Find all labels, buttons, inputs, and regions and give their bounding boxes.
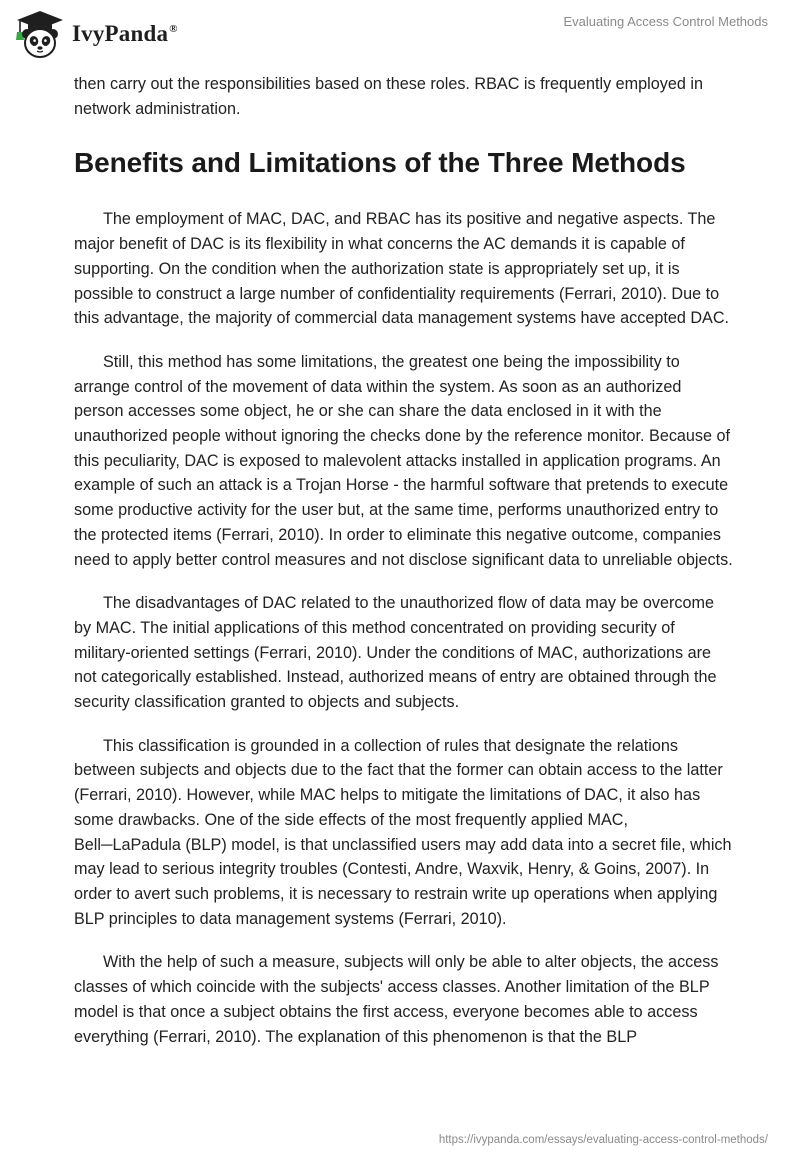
brand-logo[interactable] xyxy=(14,8,178,60)
essay-content xyxy=(74,72,734,1068)
section-heading: Benefits and Limitations of the Three Methods xyxy=(74,147,686,179)
registered-mark: ® xyxy=(169,23,178,36)
page-header xyxy=(0,0,800,64)
lead-paragraph: then carry out the responsibilities based on these roles. RBAC is frequently employed in network administration. xyxy=(74,75,703,118)
panda-graduate-icon xyxy=(14,8,66,60)
body-paragraph: The disadvantages of DAC related to the unauthorized flow of data may be overcome by MAC. The initial applications of this method concentrated on providing security of military-oriented settings (Ferrari, 2010). Under the conditions of MAC, authorizations are not categorically established. Instead, authorized means of entry are obtained through the security classification granted to objects and subjects. xyxy=(74,594,717,712)
brand-name: IvyPanda® xyxy=(72,21,178,46)
source-url-link[interactable]: https://ivypanda.com/essays/evaluating-access-control-methods/ xyxy=(438,1134,768,1146)
body-paragraph: This classification is grounded in a collection of rules that designate the relations between subjects and objects due to the fact that the former can obtain access to the latter (Ferrari, 2010). However, while MAC helps to mitigate the limitations of DAC, it also has some drawbacks. One of the side effects of the most frequently applied MAC, Bell─LaPadula (BLP) model, is that unclassified users may add data into a secret file, which may lead to serious integrity troubles (Contesti, Andre, Waxvik, Henry, & Goins, 2007). In order to avert such problems, it is necessary to restrain write up operations when applying BLP principles to data management systems (Ferrari, 2010). xyxy=(74,736,732,928)
document-title: Evaluating Access Control Methods xyxy=(563,14,768,29)
body-paragraph: The employment of MAC, DAC, and RBAC has its positive and negative aspects. The major benefit of DAC is its flexibility in what concerns the AC demands it is capable of supporting. On the condition when the authorization state is appropriately set up, it is possible to construct a large number of confidentiality requirements (Ferrari, 2010). Due to this advantage, the majority of commercial data management systems have accepted DAC. xyxy=(74,210,730,328)
body-paragraph: Still, this method has some limitations, the greatest one being the impossibility to arrange control of the movement of data within the system. As soon as an authorized person accesses some object, he or she can share the data enclosed in it with the unauthorized people without ignoring the checks done by the reference monitor. Because of this peculiarity, DAC is exposed to malevolent attacks installed in application programs. An example of such an attack is a Trojan Horse - the harmful software that pretends to execute some productive activity for the user but, at the same time, performs unauthorized entry to the protected items (Ferrari, 2010). In order to eliminate this negative outcome, companies need to apply better control measures and not disclose significant data to unreliable objects. xyxy=(74,352,733,569)
body-paragraph: With the help of such a measure, subjects will only be able to alter objects, the access classes of which coincide with the subjects' access classes. Another limitation of the BLP model is that once a subject obtains the first access, everyone becomes able to access everything (Ferrari, 2010). The explanation of this phenomenon is that the BLP xyxy=(74,953,719,1046)
